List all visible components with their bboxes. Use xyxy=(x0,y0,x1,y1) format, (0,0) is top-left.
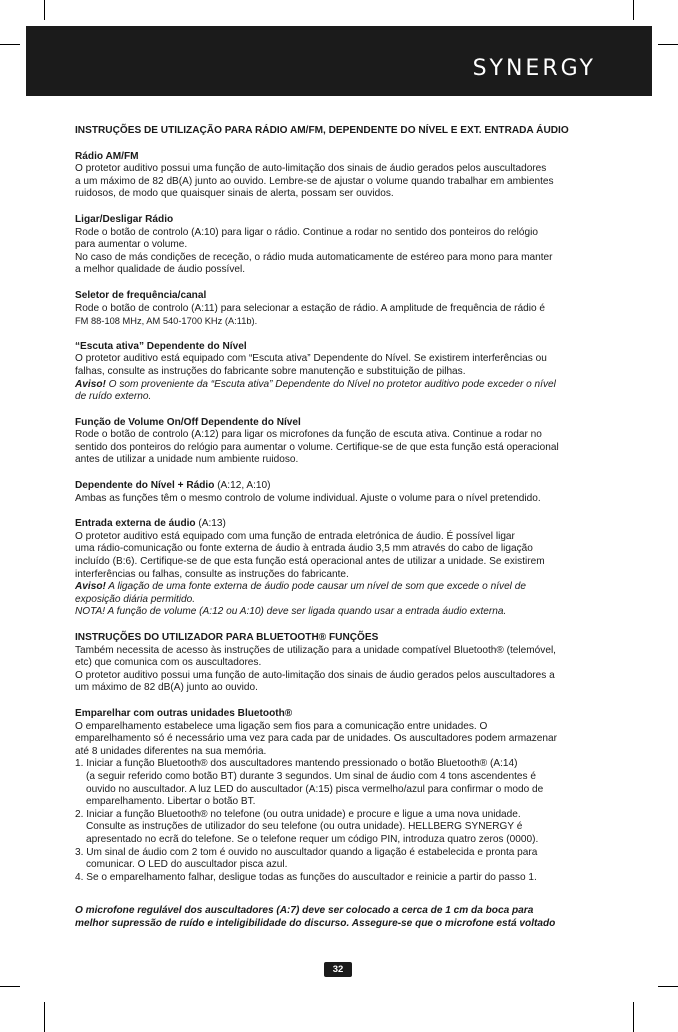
step-line: 2. Iniciar a função Bluetooth® no telefone (ou outra unidade) e procure e ligue a uma nova unidade. xyxy=(75,808,521,820)
crop-mark xyxy=(44,1002,45,1032)
section-heading: Dependente do Nível + Rádio xyxy=(75,480,215,492)
crop-mark xyxy=(633,1002,634,1032)
text-line: ruidosos, de modo que quaisquer sinais de alerta, possam ser ouvidos. xyxy=(75,188,394,200)
section-heading: Ligar/Desligar Rádio xyxy=(75,213,174,225)
text-line: Também necessita de acesso às instruções de utilização para a unidade compatível Bluetooth® (telemóvel, xyxy=(75,644,556,656)
text-line: O emparelhamento estabelece uma ligação sem fios para a comunicação entre unidades. O xyxy=(75,720,488,732)
page-title: INSTRUÇÕES DE UTILIZAÇÃO PARA RÁDIO AM/FM, DEPENDENTE DO NÍVEL E EXT. ENTRADA ÁUDIO xyxy=(75,125,569,136)
crop-mark xyxy=(633,0,634,20)
step-line: 4. Se o emparelhamento falhar, desligue todas as funções do auscultador e reinicie a partir do passo 1. xyxy=(75,871,537,883)
section-heading: “Escuta ativa” Dependente do Nível xyxy=(75,340,247,352)
text-line: Rode o botão de controlo (A:11) para selecionar a estação de rádio. A amplitude de frequência de rádio é xyxy=(75,302,546,314)
document-body xyxy=(75,125,615,943)
section-heading: Rádio AM/FM xyxy=(75,150,139,162)
text-line: Ambas as funções têm o mesmo controlo de volume individual. Ajuste o volume para o nível pretendido. xyxy=(75,492,541,504)
warning-label: Aviso! xyxy=(75,581,106,593)
warning-text: de ruído externo. xyxy=(75,391,152,403)
section-onoff xyxy=(75,214,615,277)
page-number: 32 xyxy=(324,962,352,977)
step-line: 1. Iniciar a função Bluetooth® dos auscultadores mantendo pressionado o botão Bluetooth® (A:14) xyxy=(75,758,518,770)
text-line: até 8 unidades diferentes na sua memória. xyxy=(75,745,267,757)
text-line: Rode o botão de controlo (A:10) para ligar o rádio. Continue a rodar no sentido dos ponteiros do relógio xyxy=(75,226,538,238)
crop-mark xyxy=(658,986,678,987)
text-line: sentido dos ponteiros do relógio para aumentar o volume. Certifique-se de que esta função está operacional xyxy=(75,441,559,453)
reference: (A:12, A:10) xyxy=(214,480,271,492)
note-text: NOTA! A função de volume (A:12 ou A:10) deve ser ligada quando usar a entrada áudio externa. xyxy=(75,606,507,618)
warning-label: Aviso! xyxy=(75,378,106,390)
crop-mark xyxy=(0,44,20,45)
warning-text: A ligação de uma fonte externa de áudio pode causar um nível de som que excede o nível de xyxy=(105,581,526,593)
text-line: uma rádio-comunicação ou fonte externa de áudio à entrada áudio 3,5 mm através do cabo de ligação xyxy=(75,543,533,555)
text-line: falhas, consulte as instruções do fabricante sobre manutenção e substituição de pilhas. xyxy=(75,365,466,377)
text-line: para aumentar o volume. xyxy=(75,239,188,251)
text-line: O microfone regulável dos auscultadores (A:7) deve ser colocado a cerca de 1 cm da boca para xyxy=(75,905,534,917)
text-line: O protetor auditivo possui uma função de auto-limitação dos sinais de áudio gerados pelos auscultadores xyxy=(75,163,547,175)
section-volume xyxy=(75,417,615,467)
section-heading: Entrada externa de áudio xyxy=(75,518,196,530)
section-active-listening xyxy=(75,341,615,404)
text-line: FM 88-108 MHz, AM 540-1700 KHz (A:11b). xyxy=(75,316,258,327)
step-list xyxy=(75,758,615,884)
reference: (A:13) xyxy=(195,518,226,530)
text-line: No caso de más condições de receção, o rádio muda automaticamente de estéreo para mono para manter xyxy=(75,251,553,263)
section-heading: Função de Volume On/Off Dependente do Nível xyxy=(75,416,301,428)
section-frequency xyxy=(75,290,615,328)
crop-mark xyxy=(658,44,678,45)
crop-mark xyxy=(0,986,20,987)
section-heading: INSTRUÇÕES DO UTILIZADOR PARA BLUETOOTH® FUNÇÕES xyxy=(75,632,379,643)
text-line: antes de utilizar a unidade num ambiente ruidoso. xyxy=(75,454,299,466)
section-bluetooth xyxy=(75,632,615,695)
step-line: (a seguir referido como botão BT) durante 3 segundos. Um sinal de áudio com 4 tons ascendentes é xyxy=(86,770,536,782)
step-line: comunicar. O LED do auscultador pisca azul. xyxy=(86,859,288,871)
text-line: incluído (B:6). Certifique-se de que esta função está operacional antes de utilizar a unidade. Se existirem xyxy=(75,556,545,568)
step-line: apresentado no ecrã do telefone. Se o telefone requer um código PIN, introduza quatro zeros (0000). xyxy=(86,833,539,845)
text-line: Rode o botão de controlo (A:12) para ligar os microfones da função de escuta ativa. Continue a rodar no xyxy=(75,429,542,441)
step-line: ouvido no auscultador. A luz LED do auscultador (A:15) pisca vermelho/azul para confirmar o modo de xyxy=(86,783,544,795)
text-line: O protetor auditivo está equipado com “Escuta ativa” Dependente do Nível. Se existirem interferências ou xyxy=(75,353,547,365)
step-line: emparelhamento. Libertar o botão BT. xyxy=(86,796,256,808)
section-level-radio xyxy=(75,480,615,505)
section-external-audio xyxy=(75,518,615,619)
step-line: 3. Um sinal de áudio com 2 tom é ouvido no auscultador quando a ligação é estabelecida e pronta para xyxy=(75,846,538,858)
text-line: O protetor auditivo está equipado com uma função de entrada eletrónica de áudio. É possível ligar xyxy=(75,530,515,542)
section-heading: Seletor de frequência/canal xyxy=(75,289,207,301)
header-band xyxy=(26,26,652,96)
text-line: a um máximo de 82 dB(A) junto ao ouvido. Lembre-se de ajustar o volume quando trabalhar em ambientes xyxy=(75,175,554,187)
text-line: melhor supressão de ruído e inteligibilidade do discurso. Assegure-se que o microfone está voltado xyxy=(75,917,556,929)
text-line: emparelhamento só é necessário uma vez para cada par de unidades. Os auscultadores podem armazenar xyxy=(75,733,557,745)
section-radio xyxy=(75,151,615,201)
step-line: Consulte as instruções de utilizador do seu telefone (ou outra unidade). HELLBERG SYNERGY é xyxy=(86,821,523,833)
warning-text: O som proveniente da “Escuta ativa” Dependente do Nível no protetor auditivo pode exceder o nível xyxy=(105,378,556,390)
brand-logo: SYNERGY xyxy=(472,56,596,81)
crop-mark xyxy=(44,0,45,20)
warning-text: exposição diária permitido. xyxy=(75,593,196,605)
text-line: interferências ou falhas, consulte as instruções do fabricante. xyxy=(75,568,349,580)
section-pairing xyxy=(75,708,615,884)
section-closing xyxy=(75,905,615,930)
text-line: a melhor qualidade de áudio possível. xyxy=(75,264,246,276)
text-line: um máximo de 82 dB(A) junto ao ouvido. xyxy=(75,682,258,694)
section-heading: Emparelhar com outras unidades Bluetooth® xyxy=(75,707,293,719)
text-line: O protetor auditivo possui uma função de auto-limitação dos sinais de áudio gerados pelos auscultadores a xyxy=(75,669,555,681)
text-line: etc) que comunica com os auscultadores. xyxy=(75,657,262,669)
